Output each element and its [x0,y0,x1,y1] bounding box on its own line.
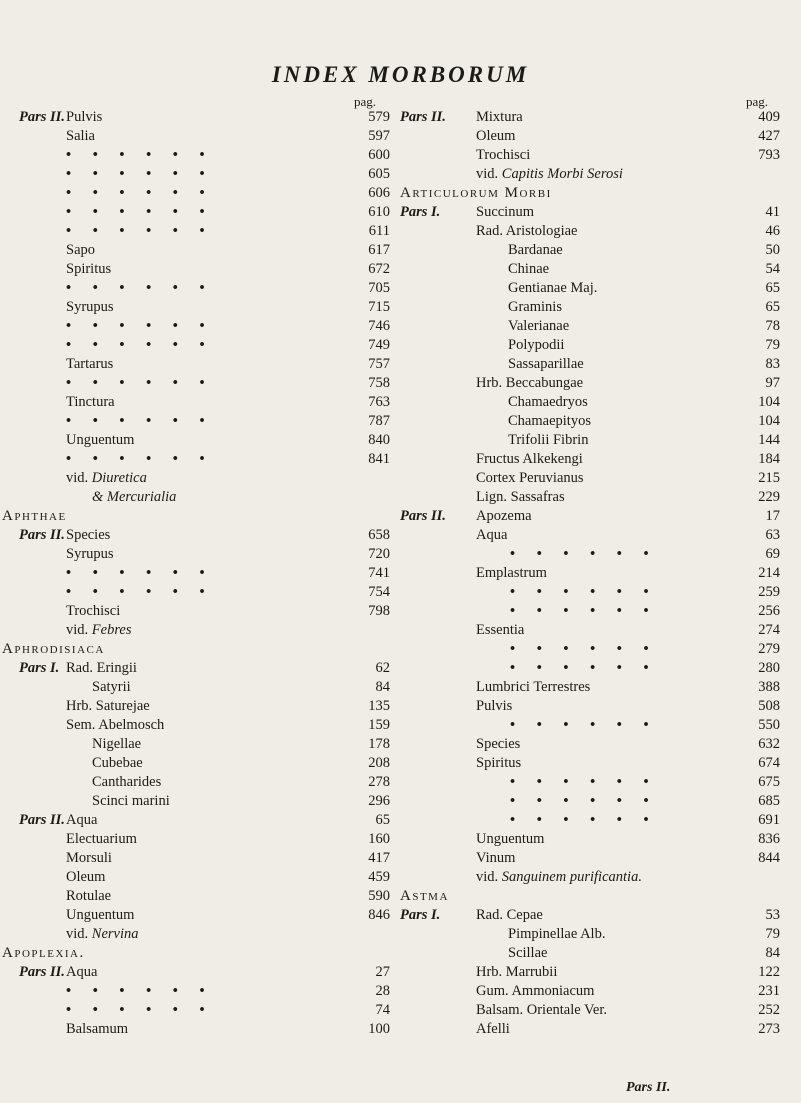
page-number: 252 [758,1002,780,1018]
page-number: 74 [375,1002,390,1018]
page-number: 54 [765,261,780,277]
entry-name: Cortex Peruvianus [476,470,584,486]
page-number: 840 [368,432,390,448]
page-number: 597 [368,128,390,144]
page-number: 741 [368,565,390,581]
page-number: 617 [368,242,390,258]
index-entry [0,526,400,545]
page-number: 611 [368,223,390,239]
entry-name: Polypodii [508,337,565,353]
entry-name: & Mercurialia [92,489,177,505]
catchword-footer: Pars II. [626,1080,671,1095]
index-entry [400,773,800,792]
index-entry [0,203,400,222]
page-number: 97 [765,375,780,391]
page-number: 63 [765,527,780,543]
index-entry [400,317,800,336]
index-entry [0,659,400,678]
pag-header-left: pag. [354,94,377,109]
index-entry [400,906,800,925]
index-entry [0,450,400,469]
index-entry [400,393,800,412]
index-entry [0,108,400,127]
entry-name: Spiritus [476,755,522,771]
entry-name: Rad. Aristologiae [476,223,578,239]
index-entry [0,849,400,868]
ditto-dots: • • • • • • [66,204,214,220]
page-number: 758 [368,375,390,391]
index-entry [0,317,400,336]
page-number: 715 [368,299,390,315]
ditto-dots: • • • • • • [510,603,658,619]
page-number: 672 [368,261,390,277]
index-entry [0,621,400,640]
entry-name: Lumbrici Terrestres [476,679,591,695]
page-number: 787 [368,413,390,429]
index-entry [400,545,800,564]
index-entry [400,279,800,298]
page-number: 388 [758,679,780,695]
section-heading: Apoplexia. [2,945,85,961]
page-number: 590 [368,888,390,904]
section-heading: Articulorum Morbi [400,185,552,201]
index-entry [400,830,800,849]
index-entry [400,716,800,735]
ditto-dots: • • • • • • [510,660,658,676]
entry-name: Scillae [508,945,548,961]
page-number: 674 [758,755,780,771]
index-entry [0,868,400,887]
entry-name: Spiritus [66,261,112,277]
index-entry [400,507,800,526]
page-number: 184 [758,451,780,467]
page-number: 84 [375,679,390,695]
page-number: 159 [368,717,390,733]
page-number: 208 [368,755,390,771]
index-entry [400,697,800,716]
page-number: 53 [765,907,780,923]
index-entry [0,887,400,906]
entry-name: Apozema [476,508,532,524]
entry-name: Aqua [476,527,508,543]
pars-label: Pars II. [19,964,65,980]
entry-name: Succinum [476,204,534,220]
index-entry [0,944,400,963]
index-entry [0,545,400,564]
entry-name: Species [476,736,521,752]
page-number: 763 [368,394,390,410]
index-entry [400,165,800,184]
entry-name: vid. Febres [66,622,132,638]
page-number: 46 [765,223,780,239]
page-number: 508 [758,698,780,714]
entry-name: Sem. Abelmosch [66,717,165,733]
index-entry [400,431,800,450]
entry-name: Chamaedryos [508,394,588,410]
index-entry [400,222,800,241]
page-number: 600 [368,147,390,163]
entry-name: vid. Diuretica [66,470,147,486]
entry-name: Aqua [66,964,98,980]
entry-name: Pimpinellae Alb. [508,926,606,942]
left-column [0,94,400,1039]
ditto-dots: • • • • • • [66,565,214,581]
entry-name: Tinctura [66,394,115,410]
entry-name: Salia [66,128,95,144]
page-number: 844 [758,850,780,866]
index-entry [0,564,400,583]
ditto-dots: • • • • • • [510,641,658,657]
page-number: 632 [758,736,780,752]
index-entry [0,754,400,773]
ditto-dots: • • • • • • [510,546,658,562]
page-number: 62 [375,660,390,676]
page-number: 144 [758,432,780,448]
pars-label: Pars II. [19,527,65,543]
index-entry [400,108,800,127]
page-number: 757 [368,356,390,372]
index-entry [0,906,400,925]
page-number: 78 [765,318,780,334]
index-entry [400,298,800,317]
index-entry [0,716,400,735]
ditto-dots: • • • • • • [66,318,214,334]
ditto-dots: • • • • • • [510,717,658,733]
entry-name: Bardanae [508,242,563,258]
page-number: 273 [758,1021,780,1037]
index-entry [0,279,400,298]
index-entry [400,241,800,260]
index-entry [400,659,800,678]
page-number: 279 [758,641,780,657]
ditto-dots: • • • • • • [66,584,214,600]
entry-name: vid. Nervina [66,926,139,942]
page-number: 256 [758,603,780,619]
index-entry [0,735,400,754]
page-number: 278 [368,774,390,790]
index-entry [0,811,400,830]
index-entry [400,469,800,488]
entry-name: Oleum [66,869,106,885]
ditto-dots: • • • • • • [66,413,214,429]
page-number: 836 [758,831,780,847]
page-number: 798 [368,603,390,619]
page-number: 104 [758,413,780,429]
entry-name: Chamaepityos [508,413,591,429]
page-number: 550 [758,717,780,733]
index-entry [400,811,800,830]
entry-name: Rad. Cepae [476,907,543,923]
entry-name: Trifolii Fibrin [508,432,589,448]
index-entry [400,640,800,659]
index-entry [0,336,400,355]
page-number: 79 [765,926,780,942]
entry-name: Nigellae [92,736,142,752]
index-entry [0,1001,400,1020]
entry-name: Morsuli [66,850,112,866]
page-number: 215 [758,470,780,486]
page-number: 749 [368,337,390,353]
index-entry [400,184,800,203]
page-number: 100 [368,1021,390,1037]
page-number: 409 [758,109,780,125]
entry-name: Oleum [476,128,516,144]
index-entry [0,260,400,279]
index-entry [400,754,800,773]
index-entry [0,412,400,431]
page-number: 296 [368,793,390,809]
index-entry [400,260,800,279]
entry-name: Hrb. Beccabungae [476,375,584,391]
page-number: 178 [368,736,390,752]
entry-name: Trochisci [476,147,531,163]
page-number: 793 [758,147,780,163]
ditto-dots: • • • • • • [66,166,214,182]
pars-label: Pars II. [19,812,65,828]
index-entry [400,868,800,887]
entry-name: Unguentum [66,907,135,923]
entry-name: Hrb. Marrubii [476,964,558,980]
page-number: 675 [758,774,780,790]
page-title: INDEX MORBORUM [271,62,530,87]
page-number: 83 [765,356,780,372]
pars-label: Pars II. [19,109,65,125]
entry-name: Gum. Ammoniacum [476,983,595,999]
entry-name: Sapo [66,242,95,258]
page-number: 459 [368,869,390,885]
index-entry [400,982,800,1001]
ditto-dots: • • • • • • [510,774,658,790]
section-heading: Astma [400,888,449,904]
index-entry [400,963,800,982]
ditto-dots: • • • • • • [510,793,658,809]
page-number: 606 [368,185,390,201]
index-entry [400,374,800,393]
pars-label: Pars I. [400,907,441,923]
index-entry [0,165,400,184]
index-entry [0,488,400,507]
index-entry [0,355,400,374]
page-number: 605 [368,166,390,182]
index-entry [400,1001,800,1020]
index-entry [400,944,800,963]
page-number: 27 [375,964,390,980]
index-entry [0,678,400,697]
index-entry [0,830,400,849]
entry-name: Syrupus [66,299,114,315]
index-entry [400,735,800,754]
index-entry [0,393,400,412]
page-number: 274 [758,622,780,638]
entry-name: Graminis [508,299,562,315]
index-entry [0,431,400,450]
entry-name: Electuarium [66,831,137,847]
page-number: 427 [758,128,780,144]
entry-name: Syrupus [66,546,114,562]
page-number: 65 [765,299,780,315]
entry-name: Balsamum [66,1021,129,1037]
ditto-dots: • • • • • • [66,451,214,467]
index-entry [400,526,800,545]
entry-name: Pulvis [66,109,103,125]
pars-label: Pars II. [400,508,446,524]
index-entry [400,336,800,355]
page-number: 28 [375,983,390,999]
page-number: 754 [368,584,390,600]
index-entry [400,925,800,944]
page-number: 104 [758,394,780,410]
index-entry [0,469,400,488]
page-number: 417 [368,850,390,866]
page-number: 69 [765,546,780,562]
index-entry [400,849,800,868]
index-entry [0,640,400,659]
entry-name: Rotulae [66,888,112,904]
ditto-dots: • • • • • • [66,1002,214,1018]
index-entry [400,792,800,811]
index-entry [400,127,800,146]
ditto-dots: • • • • • • [510,812,658,828]
page-number: 231 [758,983,780,999]
section-heading: Aphrodisiaca [2,641,105,657]
index-entry [0,963,400,982]
entry-name: Tartarus [66,356,114,372]
page-number: 79 [765,337,780,353]
index-entry [0,773,400,792]
ditto-dots: • • • • • • [66,337,214,353]
entry-name: Scinci marini [92,793,170,809]
index-entry [0,925,400,944]
index-entry [400,355,800,374]
entry-name: Essentia [476,622,525,638]
entry-name: Species [66,527,111,543]
index-entry [0,792,400,811]
index-entry [0,184,400,203]
index-entry [400,488,800,507]
ditto-dots: • • • • • • [510,584,658,600]
entry-name: Satyrii [92,679,131,695]
index-entry [400,887,800,906]
index-entry [0,982,400,1001]
entry-name: Rad. Eringii [66,660,137,676]
page-number: 214 [758,565,780,581]
entry-name: Mixtura [476,109,523,125]
index-entry [400,146,800,165]
index-entry [0,146,400,165]
page-number: 65 [375,812,390,828]
page-number: 846 [368,907,390,923]
pag-header-right: pag. [746,94,769,109]
index-entry [400,602,800,621]
pars-label: Pars II. [400,109,446,125]
page-number: 610 [368,204,390,220]
page-number: 17 [765,508,780,524]
entry-name: Gentianae Maj. [508,280,598,296]
entry-name: Unguentum [66,432,135,448]
index-entry [400,678,800,697]
ditto-dots: • • • • • • [66,280,214,296]
index-entry [0,127,400,146]
index-entry [400,1020,800,1039]
page-number: 135 [368,698,390,714]
index-entry [0,241,400,260]
page-number: 229 [758,489,780,505]
page-number: 705 [368,280,390,296]
page-number: 746 [368,318,390,334]
entry-name: Hrb. Saturejae [66,698,150,714]
ditto-dots: • • • • • • [66,223,214,239]
index-entry [400,203,800,222]
section-heading: Aphthae [2,508,67,524]
entry-name: Chinae [508,261,550,277]
entry-name: Emplastrum [476,565,547,581]
index-entry [400,621,800,640]
entry-name: Valerianae [508,318,570,334]
ditto-dots: • • • • • • [66,375,214,391]
entry-name: Vinum [476,850,516,866]
entry-name: Cantharides [92,774,162,790]
index-entry [0,507,400,526]
ditto-dots: • • • • • • [66,147,214,163]
ditto-dots: • • • • • • [66,185,214,201]
index-entry [0,1020,400,1039]
entry-name: vid. Capitis Morbi Serosi [476,166,623,182]
entry-name: Pulvis [476,698,513,714]
entry-name: Unguentum [476,831,545,847]
index-entry [400,564,800,583]
page-number: 84 [765,945,780,961]
index-entry [400,583,800,602]
entry-name: Fructus Alkekengi [476,451,583,467]
page-number: 122 [758,964,780,980]
page-number: 691 [758,812,780,828]
index-entry [0,697,400,716]
entry-name: Cubebae [92,755,143,771]
index-entry [0,602,400,621]
index-entry [0,222,400,241]
page-number: 658 [368,527,390,543]
index-entry [0,583,400,602]
entry-name: Aqua [66,812,98,828]
ditto-dots: • • • • • • [66,983,214,999]
right-column [400,94,800,1039]
entry-name: Trochisci [66,603,121,619]
entry-name: vid. Sanguinem purificantia. [476,869,642,885]
page-number: 579 [368,109,390,125]
page-number: 685 [758,793,780,809]
entry-name: Sassaparillae [508,356,584,372]
page-number: 280 [758,660,780,676]
page-number: 41 [765,204,780,220]
index-entry [400,412,800,431]
entry-name: Lign. Sassafras [476,489,565,505]
page-number: 50 [765,242,780,258]
page-number: 65 [765,280,780,296]
index-entry [0,374,400,393]
page-number: 720 [368,546,390,562]
pars-label: Pars I. [19,660,60,676]
entry-name: Afelli [476,1021,510,1037]
page-number: 160 [368,831,390,847]
index-entry [0,298,400,317]
page-number: 259 [758,584,780,600]
entry-name: Balsam. Orientale Ver. [476,1002,608,1018]
page-number: 841 [368,451,390,467]
index-entry [400,450,800,469]
pars-label: Pars I. [400,204,441,220]
